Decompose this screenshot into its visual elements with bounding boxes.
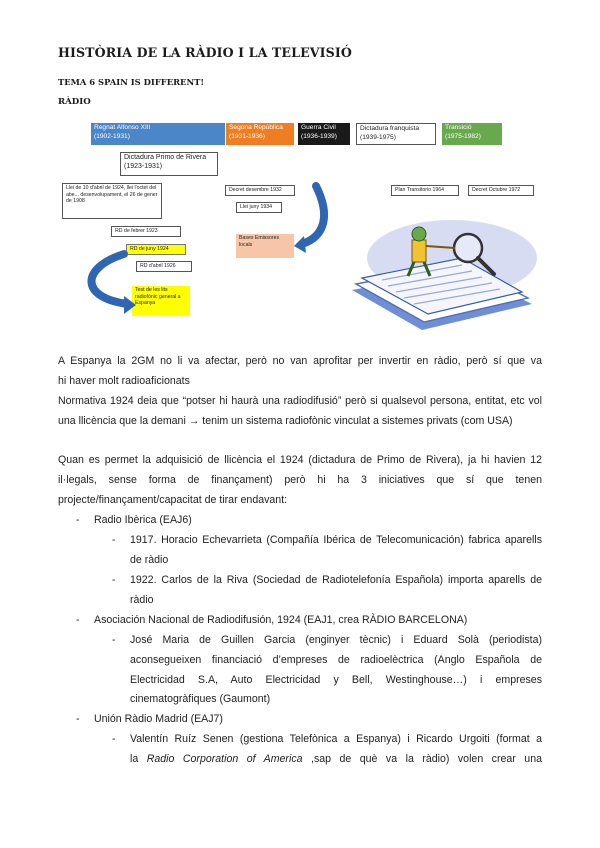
law-note-box: Llei de 10 d'abril de 1924, llei l'octet del abe... desenvolupament, el 26 de gener de 1908: [62, 183, 162, 219]
sublist-dash: -: [112, 574, 116, 586]
paragraph-2: Normativa 1924 deia que “potser hi haurà una radiodifusió” però si qualsevol persona, entitat, etc vol una llicència que la demani → tenim un sistema radiofònic vinculat a sistemes privats (com USA): [58, 395, 542, 427]
document-title: HISTÒRIA DE LA RÀDIO I LA TELEVISIÓ: [58, 45, 352, 60]
paragraph-3: Quan es permet la adquisició de llicència el 1924 (dictadura de Primo de Rivera), ja hi havien 12 il·legals, sense forma de finançament) però hi ha 3 iniciatives que sí que tenen projecte/finançament/capacitat de tirar endavant:: [58, 454, 542, 506]
list-item-radio-iberica: Radio Ibèrica (EAJ6): [94, 514, 192, 526]
decret-desembre-1932-box: Decret desembre 1932: [225, 185, 295, 196]
rd-febrer-1923-box: RD de febrer 1923: [111, 226, 181, 237]
left-curved-arrow: [91, 254, 128, 304]
sublist-item-de-la-riva: 1922. Carlos de la Riva (Sociedad de Radiotelefonía Española) importa aparells de ràdio: [130, 574, 542, 606]
list-item-union-radio-madrid: Unión Ràdio Madrid (EAJ7): [94, 713, 223, 725]
list-dash: -: [76, 514, 80, 526]
left-arrow-head: [124, 296, 136, 314]
primo-de-rivera-box: Dictadura Primo de Rivera (1923-1931): [120, 152, 218, 176]
era-dictadura-franquista: Dictadura franquista (1939-1975): [356, 123, 436, 145]
radio-timeline-diagram: [58, 118, 542, 343]
sublist-line-2: la Radio Corporation of America ,sap de què va la ràdio) volen crear una: [130, 752, 542, 765]
sublist-item-echevarrieta: 1917. Horacio Echevarrieta (Compañía Ibérica de Telecomunicación) fabrica aparells de ràdio: [130, 534, 542, 566]
sublist-dash: -: [112, 534, 116, 546]
paragraph-1-line-2: hi haver molt radioaficionats: [58, 375, 190, 387]
rd-abril-1926-box: RD d'abril 1926: [136, 261, 192, 272]
llei-juny-1934-box: Llei juny 1934: [236, 202, 282, 213]
era-segona-republica: Segona República (1931-1936): [226, 123, 294, 145]
list-dash: -: [76, 614, 80, 626]
list-item-asociacion-nacional: Asociación Nacional de Radiodifusión, 1924 (EAJ1, crea RÀDIO BARCELONA): [94, 614, 468, 626]
topic-heading: TEMA 6 SPAIN IS DIFFERENT!: [58, 77, 205, 87]
figure-body: [412, 240, 426, 262]
sublist-item-ruiz-urgoiti: [130, 730, 542, 770]
era-alfonso-xiii: Regnat Alfonso XIII (1902-1931): [91, 123, 225, 145]
sublist-dash: -: [112, 634, 116, 646]
sublist-line-1: Valentín Ruíz Senen (gestiona Telefònica a Espanya) i Ricardo Urgoiti (format a: [130, 733, 542, 745]
plan-transitorio-box: Plan Transitorio 1964: [391, 185, 459, 196]
list-dash: -: [76, 713, 80, 725]
law-documents-illustration: [342, 218, 542, 338]
paragraph-1-line-1: A Espanya la 2GM no li va afectar, però no van aprofitar per invertir en ràdio, però sí que va: [58, 355, 542, 367]
bases-emissores-box: Bases Emissores locals: [236, 234, 294, 258]
figure-head: [412, 227, 426, 241]
sublist-dash: -: [112, 733, 116, 745]
sublist-item-guillen-sola: José Maria de Guillen Garcia (enginyer tècnic) i Eduard Solà (periodista) aconsegueixen financiació d’empreses de radioelèctrica (Anglo Española de Electricidad S.A, Auto Electricidad y Bell, Westinghouse…) i empreses cinematogràfiques (Gaumont): [130, 634, 542, 706]
right-curved-arrow: [302, 186, 324, 244]
yellow-summary-box: Test de les lits radiofònic general a Espanya: [132, 286, 190, 316]
era-transicio: Transició (1975-1982): [442, 123, 502, 145]
rca-name: Radio Corporation of America: [146, 752, 303, 765]
era-guerra-civil: Guerra Civil (1936-1939): [298, 123, 350, 145]
section-heading: RÀDIO: [58, 97, 91, 107]
rd-juny-1924-box: RD de juny 1924: [126, 244, 186, 255]
decret-octubre-1972-box: Decret Octubre 1972: [468, 185, 534, 196]
right-arrow-head: [294, 236, 306, 253]
